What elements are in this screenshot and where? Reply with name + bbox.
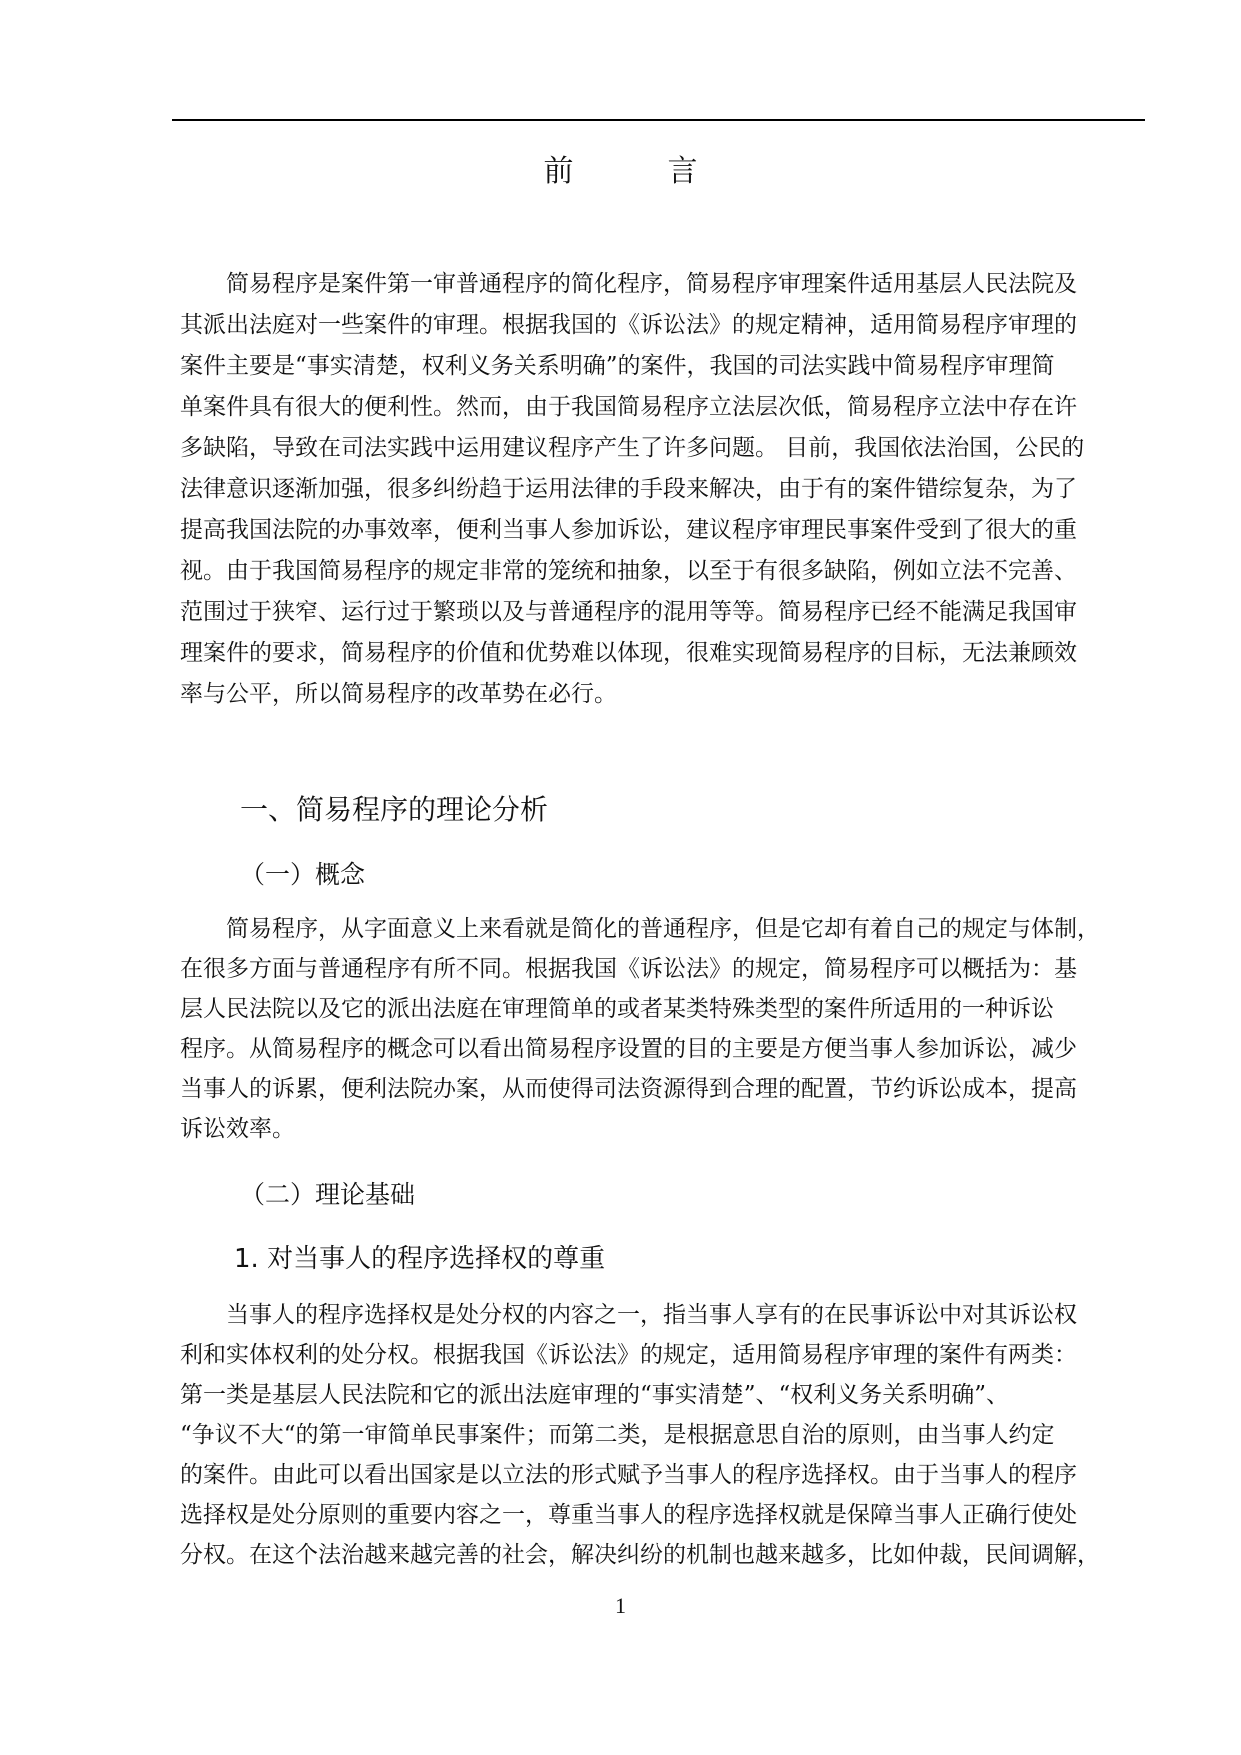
text-line: 分权。在这个法治越来越完善的社会，解决纠纷的机制也越来越多，比如仲裁，民间调解， bbox=[180, 1542, 1100, 1568]
text-line: 简易程序是案件第一审普通程序的简化程序，简易程序审理案件适用基层人民法院及 bbox=[180, 271, 1077, 297]
text-line: “争议不大“的第一审简单民事案件；而第二类，是根据意思自治的原则，由当事人约定 bbox=[180, 1422, 1055, 1448]
subsubsection-heading: 1. 对当事人的程序选择权的尊重 bbox=[234, 1244, 606, 1274]
text-line: 率与公平，所以简易程序的改革势在必行。 bbox=[180, 681, 617, 707]
text-line: 视。由于我国简易程序的规定非常的笼统和抽象，以至于有很多缺陷，例如立法不完善、 bbox=[180, 558, 1077, 584]
section-heading: 一、简易程序的理论分析 bbox=[240, 793, 549, 826]
text-line: 范围过于狭窄、运行过于繁琐以及与普通程序的混用等等。简易程序已经不能满足我国审 bbox=[180, 599, 1077, 625]
text-line: 提高我国法院的办事效率，便利当事人参加诉讼，建议程序审理民事案件受到了很大的重 bbox=[180, 517, 1077, 543]
text-line: 层人民法院以及它的派出法庭在审理简单的或者某类特殊类型的案件所适用的一种诉讼 bbox=[180, 996, 1054, 1022]
text-line: 简易程序，从字面意义上来看就是简化的普通程序，但是它却有着自己的规定与体制， bbox=[180, 916, 1100, 942]
text-line: 程序。从简易程序的概念可以看出简易程序设置的目的主要是方便当事人参加诉讼，减少 bbox=[180, 1036, 1077, 1062]
text-line: 选择权是处分原则的重要内容之一，尊重当事人的程序选择权就是保障当事人正确行使处 bbox=[180, 1502, 1077, 1528]
text-line: 在很多方面与普通程序有所不同。根据我国《诉讼法》的规定，简易程序可以概括为：基 bbox=[180, 956, 1077, 982]
text-line: 当事人的程序选择权是处分权的内容之一，指当事人享有的在民事诉讼中对其诉讼权 bbox=[180, 1302, 1077, 1328]
text-line: 利和实体权利的处分权。根据我国《诉讼法》的规定，适用简易程序审理的案件有两类： bbox=[180, 1342, 1077, 1368]
page-title: 前 言 bbox=[543, 154, 730, 189]
text-line: 理案件的要求，简易程序的价值和优势难以体现，很难实现简易程序的目标，无法兼顾效 bbox=[180, 640, 1077, 666]
text-line: 多缺陷，导致在司法实践中运用建议程序产生了许多问题。 目前，我国依法治国，公民的 bbox=[180, 435, 1085, 461]
text-line: 案件主要是“事实清楚，权利义务关系明确”的案件，我国的司法实践中简易程序审理简 bbox=[180, 353, 1055, 379]
text-line: 诉讼效率。 bbox=[180, 1116, 295, 1142]
text-line: 单案件具有很大的便利性。然而，由于我国简易程序立法层次低，简易程序立法中存在许 bbox=[180, 394, 1077, 420]
page-number: 1 bbox=[615, 1593, 626, 1618]
header-rule bbox=[172, 119, 1145, 121]
text-line: 第一类是基层人民法院和它的派出法庭审理的“事实清楚”、“权利义务关系明确”、 bbox=[180, 1382, 1010, 1408]
subsection-heading: （二）理论基础 bbox=[240, 1180, 416, 1209]
text-line: 的案件。由此可以看出国家是以立法的形式赋予当事人的程序选择权。由于当事人的程序 bbox=[180, 1462, 1077, 1488]
text-line: 其派出法庭对一些案件的审理。根据我国的《诉讼法》的规定精神，适用简易程序审理的 bbox=[180, 312, 1077, 338]
text-line: 法律意识逐渐加强，很多纠纷趋于运用法律的手段来解决，由于有的案件错综复杂，为了 bbox=[180, 476, 1077, 502]
subsection-heading: （一）概念 bbox=[240, 860, 366, 889]
text-line: 当事人的诉累，便利法院办案，从而使得司法资源得到合理的配置，节约诉讼成本，提高 bbox=[180, 1076, 1077, 1102]
